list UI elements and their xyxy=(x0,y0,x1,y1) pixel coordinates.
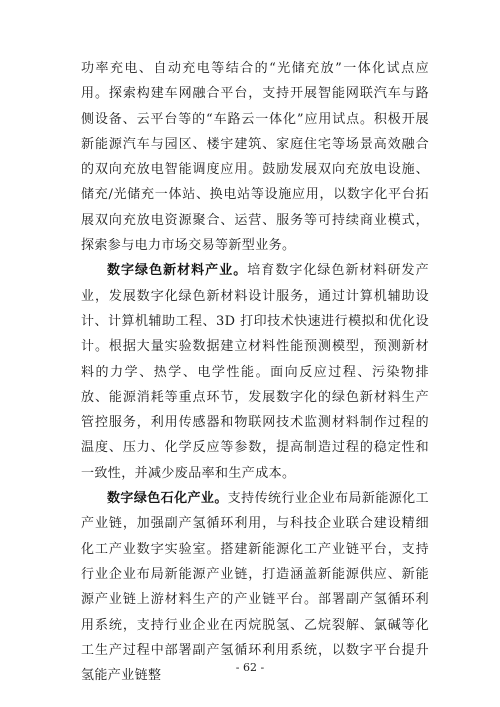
paragraph-text: 支持传统行业企业布局新能源化工产业链，加强副产氢循环利用，与科技企业联合建设精细化工产业数字实验室。搭建新能源化工产业链平台，支持行业企业布局新能源产业链，打造涵盖新能源供应、新能源产业链上游材料生产的产业链平台。部署副产氢循环利用系统，支持行业企业在丙烷脱氢、乙烷裂解、氯碱等化工生产过程中部署副产氢循环利用系统，以数字平台提升氢能产业链整 xyxy=(81,491,429,684)
paragraph-heading: 数字绿色新材料产业。 xyxy=(107,263,248,279)
paragraph-new-materials xyxy=(81,258,429,486)
paragraph-heading: 数字绿色石化产业。 xyxy=(107,491,228,507)
body-text xyxy=(81,56,429,688)
paragraph-text: 功率充电、自动充电等结合的“光储充放”一体化试点应用。探索构建车网融合平台，支持开展智能网联汽车与路侧设备、云平台等的“车路云一体化”应用试点。积极开展新能源汽车与园区、楼宇建筑、家庭住宅等场景高效融合的双向充放电智能调度应用。鼓励发展双向充放电设施、储充/光储充一体站、换电站等设施应用，以数字化平台拓展双向充放电资源聚合、运营、服务等可持续商业模式，探索参与电力市场交易等新型业务。 xyxy=(81,61,429,254)
paragraph-continuation xyxy=(81,56,429,258)
paragraph-text: 培育数字化绿色新材料研发产业，发展数字化绿色新材料设计服务，通过计算机辅助设计、计算机辅助工程、3D 打印技术快速进行模拟和优化设计。根据大量实验数据建立材料性能预测模型，预测新材料的力学、热学、电学性能。面向反应过程、污染物排放、能源消耗等重点环节，发展数字化的绿色新材料生产管控服务，利用传感器和物联网技术监测材料制作过程的温度、压力、化学反应等参数，提高制造过程的稳定性和一致性，并减少废品率和生产成本。 xyxy=(81,263,429,481)
paragraph-petrochemical xyxy=(81,486,429,688)
page-number: - 62 - xyxy=(235,661,265,674)
